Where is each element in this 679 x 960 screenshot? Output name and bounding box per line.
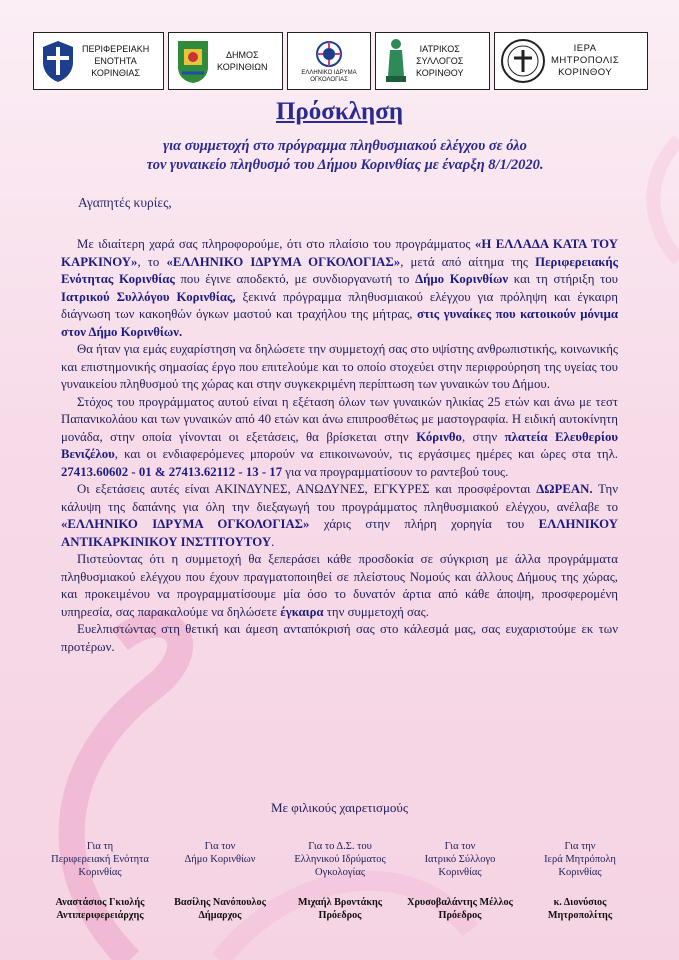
page-title: Πρόσκληση	[275, 98, 404, 125]
signatory-name: Μιχαήλ Βροντάκης	[297, 897, 383, 908]
p1-medical-association: Ιατρικού Συλλόγου Κορινθίας,	[61, 289, 236, 304]
p1-text-i: και τη στήριξη του	[508, 272, 618, 286]
signatory-2	[160, 896, 280, 922]
p5-text-a: Πιστεύοντας ότι η συμμετοχή θα ξεπεράσει κάθε προσδοκία σε σύγκριση με άλλα προγράμματα πληθυσμιακού ελέγχου που έχουν πραγματοποιηθεί σε πλείστους Νομούς και άλλους Δήμους της χώρας, και προκειμένου να προγραμματίσουμε μία όσο το δυνατόν άρτια από κάθε άποψη, προσφερομένη υπηρεσία, σας παρακαλούμε να δηλώσετε	[61, 552, 618, 619]
logo-header	[33, 32, 648, 90]
p1-foundation-name: «ΕΛΛΗΝΙΚΟ ΙΔΡΥΜΑ ΟΓΚΟΛΟΓΙΑΣ»	[166, 254, 401, 269]
signatory-title: Δήμαρχος	[198, 910, 242, 921]
p1-text-g: που έγινε αποδεκτό, με συνδιοργανωτή το	[174, 272, 416, 286]
p1-municipality-name: Δήμο Κορινθίων	[415, 272, 509, 286]
paragraph-3	[61, 394, 618, 482]
logo-dimos-text: ΔΗΜΟΣ ΚΟΡΙΝΘΙΩΝ	[217, 50, 268, 72]
signatory-name: Αναστάσιος Γκιολής	[55, 897, 145, 908]
logo-idryma	[287, 32, 371, 90]
logo-mitropoli-text: ΙΕΡΑ ΜΗΤΡΟΠΟΛΙΣ ΚΟΡΙΝΘΟΥ	[551, 43, 620, 78]
p4-free: ΔΩΡΕΑΝ.	[536, 482, 593, 496]
p4-text-a: Οι εξετάσεις αυτές είναι ΑΚΙΝΔΥΝΕΣ, ΑΝΩΔΥΝΕΣ, ΕΓΚΥΡΕΣ και προσφέρονται	[77, 482, 537, 496]
municipality-crest-icon	[174, 37, 212, 85]
letter-body	[61, 236, 618, 656]
signatory-title: Αντιπεριφερειάρχης	[56, 910, 144, 921]
signatory-1	[40, 896, 160, 922]
p1-text-a: Με ιδιαίτερη χαρά σας πληροφορούμε, ότι στο πλαίσιο του προγράμματος	[77, 237, 475, 251]
medical-statue-icon	[381, 36, 411, 86]
p3-text-e: , και οι ενδιαφερόμενες μπορούν να επικοινωνούν, τις εργάσιμες ημέρες και ώρες στα τηλ.	[114, 447, 618, 461]
signatory-title: Πρόεδρος	[438, 910, 482, 921]
oncology-foundation-icon	[314, 39, 344, 69]
p4-text-c: Την κάλυψη της δαπάνης για όλη την διεξαγωγή του προγράμματος πληθυσμιακού ελέγχου, ανέλαβε το	[61, 482, 618, 514]
logo-mitropoli	[494, 32, 648, 90]
logo-iatrikos-text: ΙΑΤΡΙΚΟΣ ΣΥΛΛΟΓΟΣ ΚΟΡΙΝΘΟΥ	[416, 44, 464, 78]
p3-text-a: Στόχος του προγράμματος αυτού είναι η εξέταση όλων των γυναικών ηλικίας 25 ετών και άνω με τεστ Παπανικολάου και των γυναικών από 40 ετών και άνω επιπροσθέτως με μαστογραφία. Η ειδική αυτοκίνητη μονάδα, στην οποία γίνονται οι εξετάσεις, θα βρίσκεται στην	[61, 394, 618, 444]
p3-city: Κόρινθο	[416, 429, 462, 444]
signatory-name: κ. Διονύσιος	[553, 897, 607, 908]
signatory-roles	[40, 840, 640, 879]
signatory-names	[40, 896, 640, 922]
p1-target-residents: στις γυναίκες που κατοικούν μόνιμα στον Δήμο Κορινθίων.	[61, 307, 618, 339]
p1-region-name: Περιφερειακής Ενότητας Κορινθίας	[61, 254, 618, 286]
p3-square: πλατεία Ελευθερίου Βενιζέλου	[61, 429, 618, 461]
subtitle-line-1: για συμμετοχή στο πρόγραμμα πληθυσμιακού ελέγχου σε όλο	[163, 138, 527, 154]
p3-phones: 27413.60602 - 01 & 27413.62112 - 13 - 17	[61, 464, 283, 479]
signatory-name: Χρυσοβαλάντης Μέλλος	[407, 897, 513, 908]
p1-text-e: , μετά από αίτημα της	[400, 254, 536, 269]
p4-foundation-name: «ΕΛΛΗΝΙΚΟ ΙΔΡΥΜΑ ΟΓΚΟΛΟΓΙΑΣ»	[61, 517, 310, 531]
logo-iatrikos	[375, 32, 490, 90]
logo-perifereia	[33, 32, 164, 90]
p4-text-g: .	[271, 534, 275, 549]
signatory-role-4: Για τον Ιατρικό Σύλλογο Κορινθίας	[424, 841, 496, 878]
greeting: Αγαπητές κυρίες,	[78, 195, 172, 210]
signatory-4	[400, 896, 520, 922]
signatory-role-3: Για το Δ.Σ. του Ελληνικού Ιδρύματος Ογκολογίας	[294, 841, 386, 878]
signatory-role-5: Για την Ιερά Μητρόπολη Κορινθίας	[544, 841, 616, 878]
p4-institute-name: ΕΛΛΗΝΙΚΟΥ ΑΝΤΙΚΑΡΚΙΝΙΚΟΥ ΙΝΣΤΙΤΟΥΤΟΥ	[61, 517, 618, 549]
paragraph-2: Θα ήταν για εμάς ευχαρίστηση να δηλώσετε την συμμετοχή σας στο υψίστης ανθρωπιστικής, κοινωνικής και επιστημονικής σημασίας έργο που επιτελούμε και το οποίο στοχεύει στην περιφρούρηση της υγείας του γυναικείου πληθυσμού της χώρας και στην συγκεκριμένη περίπτωση των γυναικών του Δήμου.	[61, 342, 618, 391]
logo-perifereia-text: ΠΕΡΙΦΕΡΕΙΑΚΗ ΕΝΟΤΗΤΑ ΚΟΡΙΝΘΙΑΣ	[82, 44, 150, 78]
p1-program-name: «Η ΕΛΛΑΔΑ ΚΑΤΑ ΤΟΥ ΚΑΡΚΙΝΟΥ»	[61, 237, 618, 269]
metropolis-seal-icon	[500, 38, 546, 84]
closing: Με φιλικούς χαιρετισμούς	[270, 800, 409, 815]
subtitle	[60, 137, 630, 175]
p4-text-e: χάρις στην πλήρη χορηγία του	[309, 517, 539, 531]
p1-text-k: ξεκινά πρόγραμμα πληθυσμιακού ελέγχου για πρόληψη και έγκαιρη διάγνωση των κακοηθών όγκων μαστού και τραχήλου της μήτρας,	[61, 289, 619, 321]
signatory-5	[520, 896, 640, 922]
logo-idryma-text: ΕΛΛΗΝΙΚΟ ΙΔΡΥΜΑ ΟΓΚΟΛΟΓΙΑΣ	[301, 69, 357, 83]
signatory-3	[280, 896, 400, 922]
p5-timely: έγκαιρα	[280, 604, 324, 619]
signatory-role-1: Για τη Περιφερειακή Ενότητα Κορινθίας	[51, 841, 149, 878]
signatory-title: Πρόεδρος	[318, 910, 362, 921]
greek-emblem-icon	[39, 38, 77, 84]
p3-text-c: , στην	[461, 429, 505, 444]
paragraph-5	[61, 551, 618, 621]
signatory-title: Μητροπολίτης	[547, 910, 613, 921]
subtitle-line-2: τον γυναικείο πληθυσμό του Δήμου Κορινθίας με έναρξη 8/1/2020.	[146, 157, 544, 173]
p3-text-g: για να προγραμματίσουν το ραντεβού τους.	[282, 464, 509, 479]
p5-text-c: την συμμετοχή σας.	[323, 604, 429, 619]
logo-dimos	[168, 32, 283, 90]
signatory-role-2: Για τον Δήμο Κορινθίων	[184, 841, 256, 865]
paragraph-6: Ευελπιστώντας στη θετική και άμεση ανταπόκρισή σας στο κάλεσμά μας, σας ευχαριστούμε εκ των προτέρων.	[61, 622, 618, 654]
paragraph-1	[61, 236, 618, 341]
signatory-name: Βασίλης Νανόπουλος	[174, 897, 266, 908]
paragraph-4	[61, 481, 618, 551]
p1-text-c: , το	[137, 254, 167, 269]
